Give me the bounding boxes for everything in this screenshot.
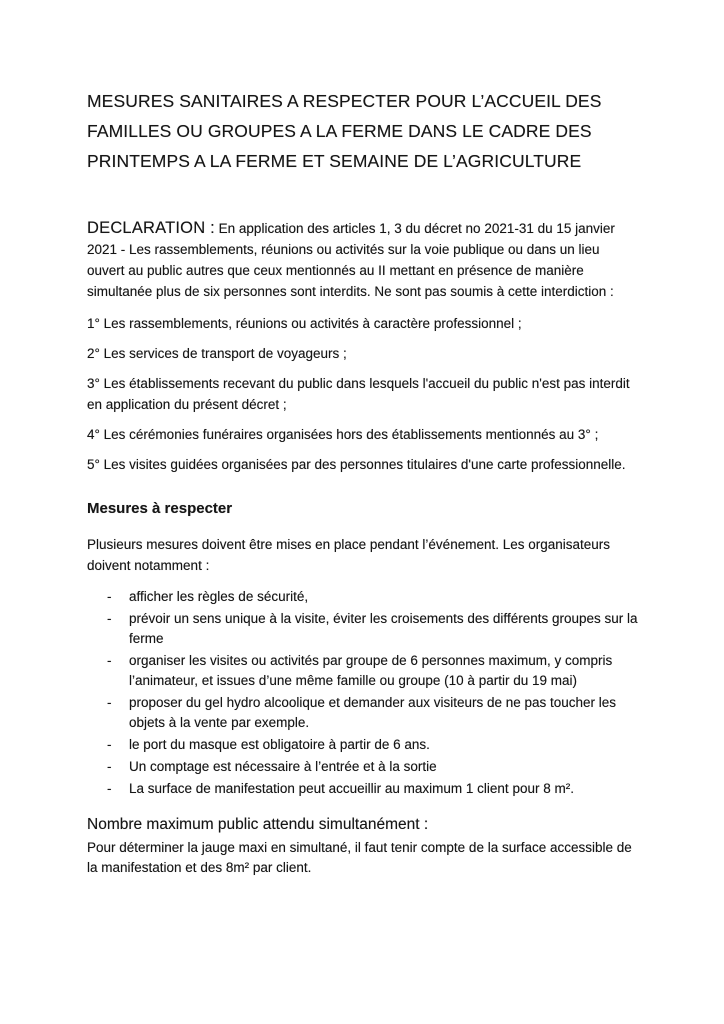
measure-item: - Un comptage est nécessaire à l’entrée et à la sortie [87,757,639,777]
document-content [87,0,639,878]
document-title: MESURES SANITAIRES A RESPECTER POUR L’ACCUEIL DES FAMILLES OU GROUPES A LA FERME DANS LE CADRE DES PRINTEMPS A LA FERME ET SEMAINE DE L’AGRICULTURE [87,91,602,171]
measure-item: - proposer du gel hydro alcoolique et demander aux visiteurs de ne pas toucher les objets à la vente par exemple. [87,693,639,733]
declaration-paragraph [87,218,639,302]
measures-heading: Mesures à respecter [87,500,233,517]
exception-item-4: 4° Les cérémonies funéraires organisées hors des établissements mentionnés au 3° ; [87,427,599,442]
measures-intro: Plusieurs mesures doivent être mises en place pendant l’événement. Les organisateurs doivent notamment : [87,537,611,573]
exception-item-2: 2° Les services de transport de voyageurs ; [87,346,347,361]
declaration-label: DECLARATION : [87,219,215,237]
measure-item: - prévoir un sens unique à la visite, éviter les croisements des différents groupes sur la ferme [87,609,639,649]
declaration-body: En application des articles 1, 3 du décret no 2021-31 du 15 janvier 2021 - Les rassemblements, réunions ou activités sur la voie publique ou dans un lieu ouvert au public autres que ceux mentionnés au II mettant en présence de manière simultanée plus de six personnes sont interdits. Ne sont pas soumis à cette interdiction : [87,221,615,299]
measure-item: - La surface de manifestation peut accueillir au maximum 1 client pour 8 m². [87,779,639,799]
exception-item-1: 1° Les rassemblements, réunions ou activités à caractère professionnel ; [87,316,522,331]
exception-list [87,313,639,475]
exception-item-3: 3° Les établissements recevant du public dans lesquels l'accueil du public n'est pas interdit en application du présent décret ; [87,376,630,412]
capacity-heading: Nombre maximum public attendu simultanément : [87,816,429,833]
capacity-body: Pour déterminer la jauge maxi en simultané, il faut tenir compte de la surface accessible de la manifestation et des 8m² par client. [87,840,632,875]
exception-item-5: 5° Les visites guidées organisées par des personnes titulaires d'une carte professionnelle. [87,457,626,472]
measure-item: - afficher les règles de sécurité, [87,587,639,607]
measure-bullet-list [87,587,639,799]
measure-item: - le port du masque est obligatoire à partir de 6 ans. [87,735,639,755]
measure-item: - organiser les visites ou activités par groupe de 6 personnes maximum, y compris l’animateur, et issues d’une même famille ou groupe (10 à partir du 19 mai) [87,651,639,691]
